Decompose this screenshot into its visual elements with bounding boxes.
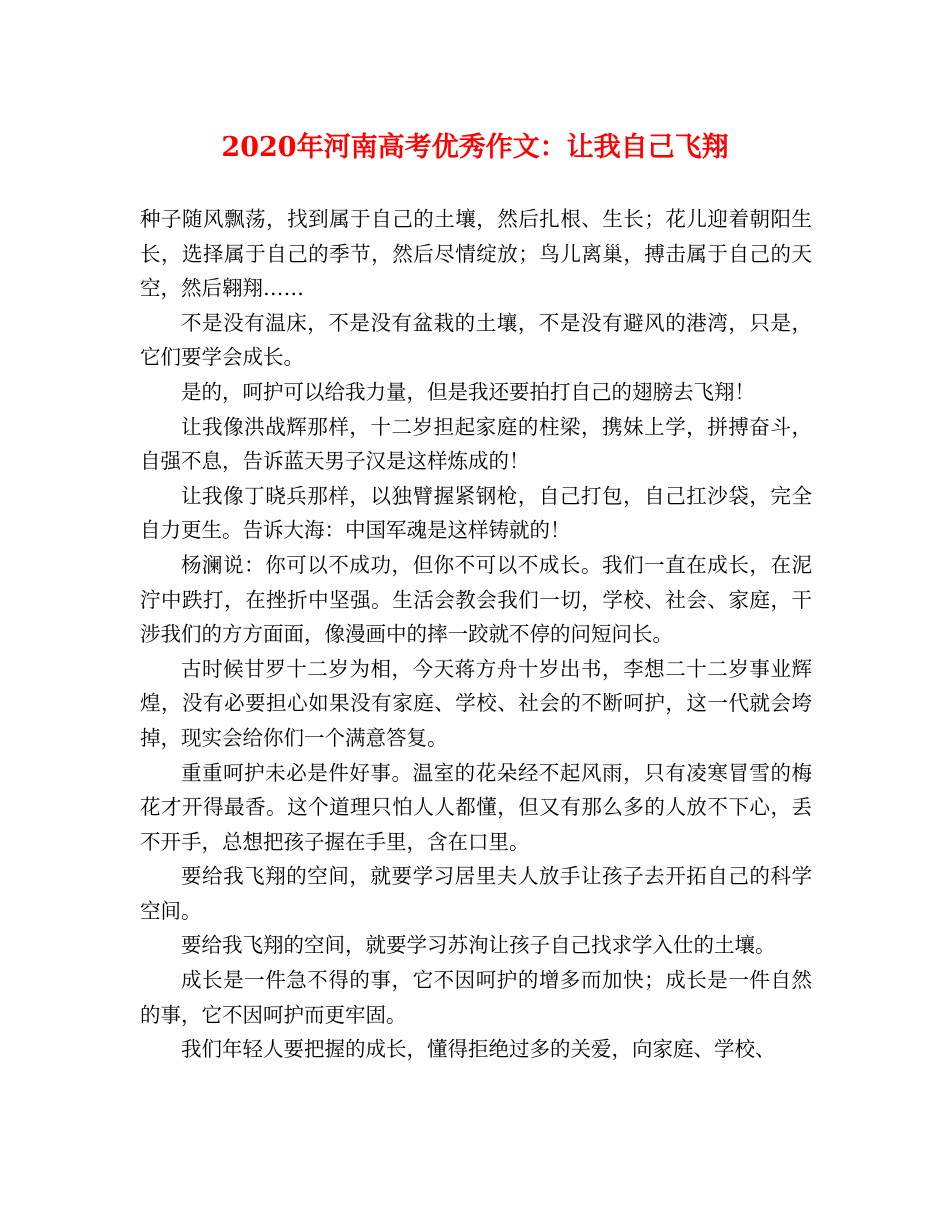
document-body xyxy=(140,202,812,1067)
paragraph-6: 杨澜说：你可以不成功，但你不可以不成长。我们一直在成长，在泥泞中跌打，在挫折中坚强。生活会教会我们一切，学校、社会、家庭，干涉我们的方方面面，像漫画中的摔一跤就不停的问短问长。 xyxy=(140,552,812,647)
paragraph-12: 我们年轻人要把握的成长，懂得拒绝过多的关爱，向家庭、学校、 xyxy=(181,1037,776,1062)
paragraph-9: 要给我飞翔的空间，就要学习居里夫人放手让孩子去开拓自己的科学空间。 xyxy=(140,864,812,923)
paragraph-8: 重重呵护未必是件好事。温室的花朵经不起风雨，只有凌寒冒雪的梅花才开得最香。这个道理只怕人人都懂，但又有那么多的人放不下心，丢不开手，总想把孩子握在手里，含在口里。 xyxy=(140,760,812,854)
paragraph-4: 让我像洪战辉那样，十二岁担起家庭的柱梁，携妹上学，拼搏奋斗，自强不息，告诉蓝天男子汉是这样炼成的！ xyxy=(140,414,812,474)
paragraph-5: 让我像丁晓兵那样，以独臂握紧钢枪，自己打包，自己扛沙袋，完全自力更生。告诉大海：中国军魂是这样铸就的！ xyxy=(140,483,812,543)
paragraph-3: 是的，呵护可以给我力量，但是我还要拍打自己的翅膀去飞翔！ xyxy=(181,379,755,404)
document-title: 2020年河南高考优秀作文：让我自己飞翔 xyxy=(221,132,729,163)
paragraph-10: 要给我飞翔的空间，就要学习苏洵让孩子自己找求学入仕的土壤。 xyxy=(181,933,776,958)
paragraph-11: 成长是一件急不得的事，它不因呵护的增多而加快；成长是一件自然的事，它不因呵护而更牢固。 xyxy=(140,968,812,1027)
paragraph-1: 种子随风飘荡，找到属于自己的土壤，然后扎根、生长；花儿迎着朝阳生长，选择属于自己的季节，然后尽情绽放；鸟儿离巢，搏击属于自己的天空，然后翱翔…… xyxy=(140,207,812,301)
paragraph-7: 古时候甘罗十二岁为相，今天蒋方舟十岁出书，李想二十二岁事业辉煌，没有必要担心如果没有家庭、学校、社会的不断呵护，这一代就会垮掉，现实会给你们一个满意答复。 xyxy=(140,656,812,750)
paragraph-2: 不是没有温床，不是没有盆栽的土壤，不是没有避风的港湾，只是，它们要学会成长。 xyxy=(140,310,812,370)
